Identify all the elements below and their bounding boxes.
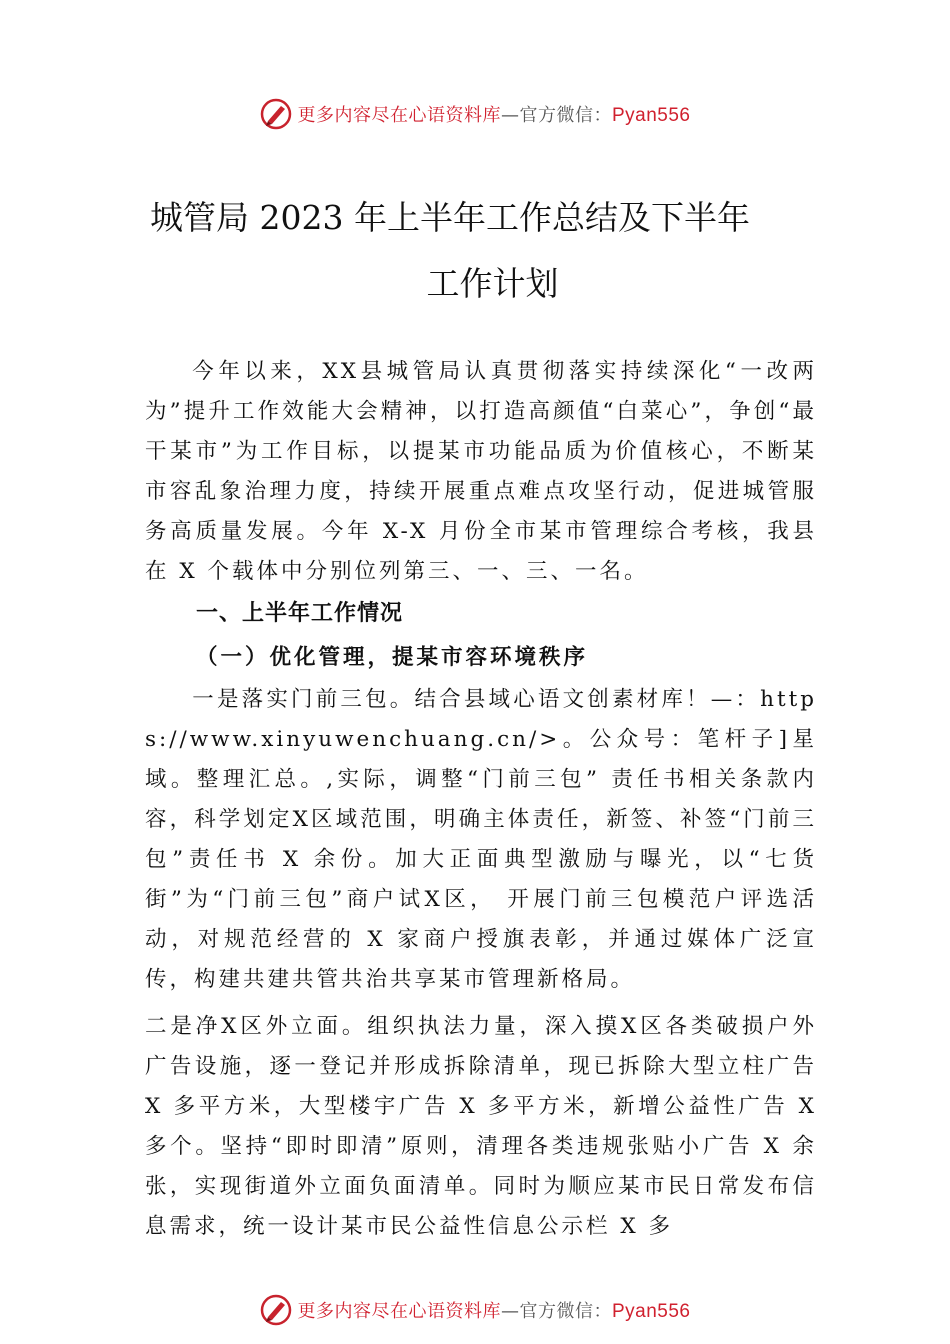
banner-wechat-id: Pyan556	[611, 105, 691, 126]
footer-banner	[0, 1290, 950, 1330]
banner-wechat-id: Pyan556	[611, 1301, 691, 1322]
pen-logo-icon	[259, 97, 293, 131]
banner-wechat-label: —官方微信：	[500, 1301, 612, 1322]
section-heading: 一、上半年工作情况	[196, 601, 404, 626]
paragraph-one: 一是落实门前三包。结合县域心语文创素材库！—：https://www.xinyuwenchuang.cn/>。公众号：笔杆子]星域。整理汇总。,实际，调整“门前三包” 责任书相关条款内容，科学划定X区域范围，明确主体责任，新签、补签“门前三包”责任书 X 余份。加大正面典型激励与曝光，以“七货街”为“门前三包”商户试X区， 开展门前三包模范户评选活动，对规范经营的 X 家商户授旗表彰，并通过媒体广泛宣传，构建共建共管共治共享某市管理新格局。	[145, 687, 817, 992]
header-banner	[0, 94, 950, 134]
doc-title-line2: 工作计划	[426, 264, 559, 303]
doc-title-line1: 城管局 2023 年上半年工作总结及下半年	[150, 198, 750, 237]
subsection-heading: （一）优化管理，提某市容环境秩序	[196, 645, 589, 670]
banner-library-text: 更多内容尽在心语资料库	[297, 105, 501, 126]
pen-logo-icon	[259, 1293, 293, 1327]
banner-wechat-label: —官方微信：	[500, 105, 612, 126]
intro-paragraph: 今年以来，XX县城管局认真贯彻落实持续深化“一改两为”提升工作效能大会精神，以打造高颜值“白菜心”，争创“最干某市”为工作目标，以提某市功能品质为价值核心，不断某市容乱象治理力度，持续开展重点难点攻坚行动，促进城管服务高质量发展。今年 X-X 月份全市某市管理综合考核，我县在 X 个载体中分别位列第三、一、三、一名。	[145, 359, 817, 584]
banner-library-text: 更多内容尽在心语资料库	[297, 1301, 501, 1322]
paragraph-two: 二是净X区外立面。组织执法力量，深入摸X区各类破损户外广告设施，逐一登记并形成拆除清单，现已拆除大型立柱广告 X 多平方米，大型楼宇广告 X 多平方米，新增公益性广告 X 多个。坚持“即时即清”原则，清理各类违规张贴小广告 X 余张，实现街道外立面负面清单。同时为顺应某市民日常发布信息需求，统一设计某市民公益性信息公示栏 X 多	[145, 1014, 817, 1239]
